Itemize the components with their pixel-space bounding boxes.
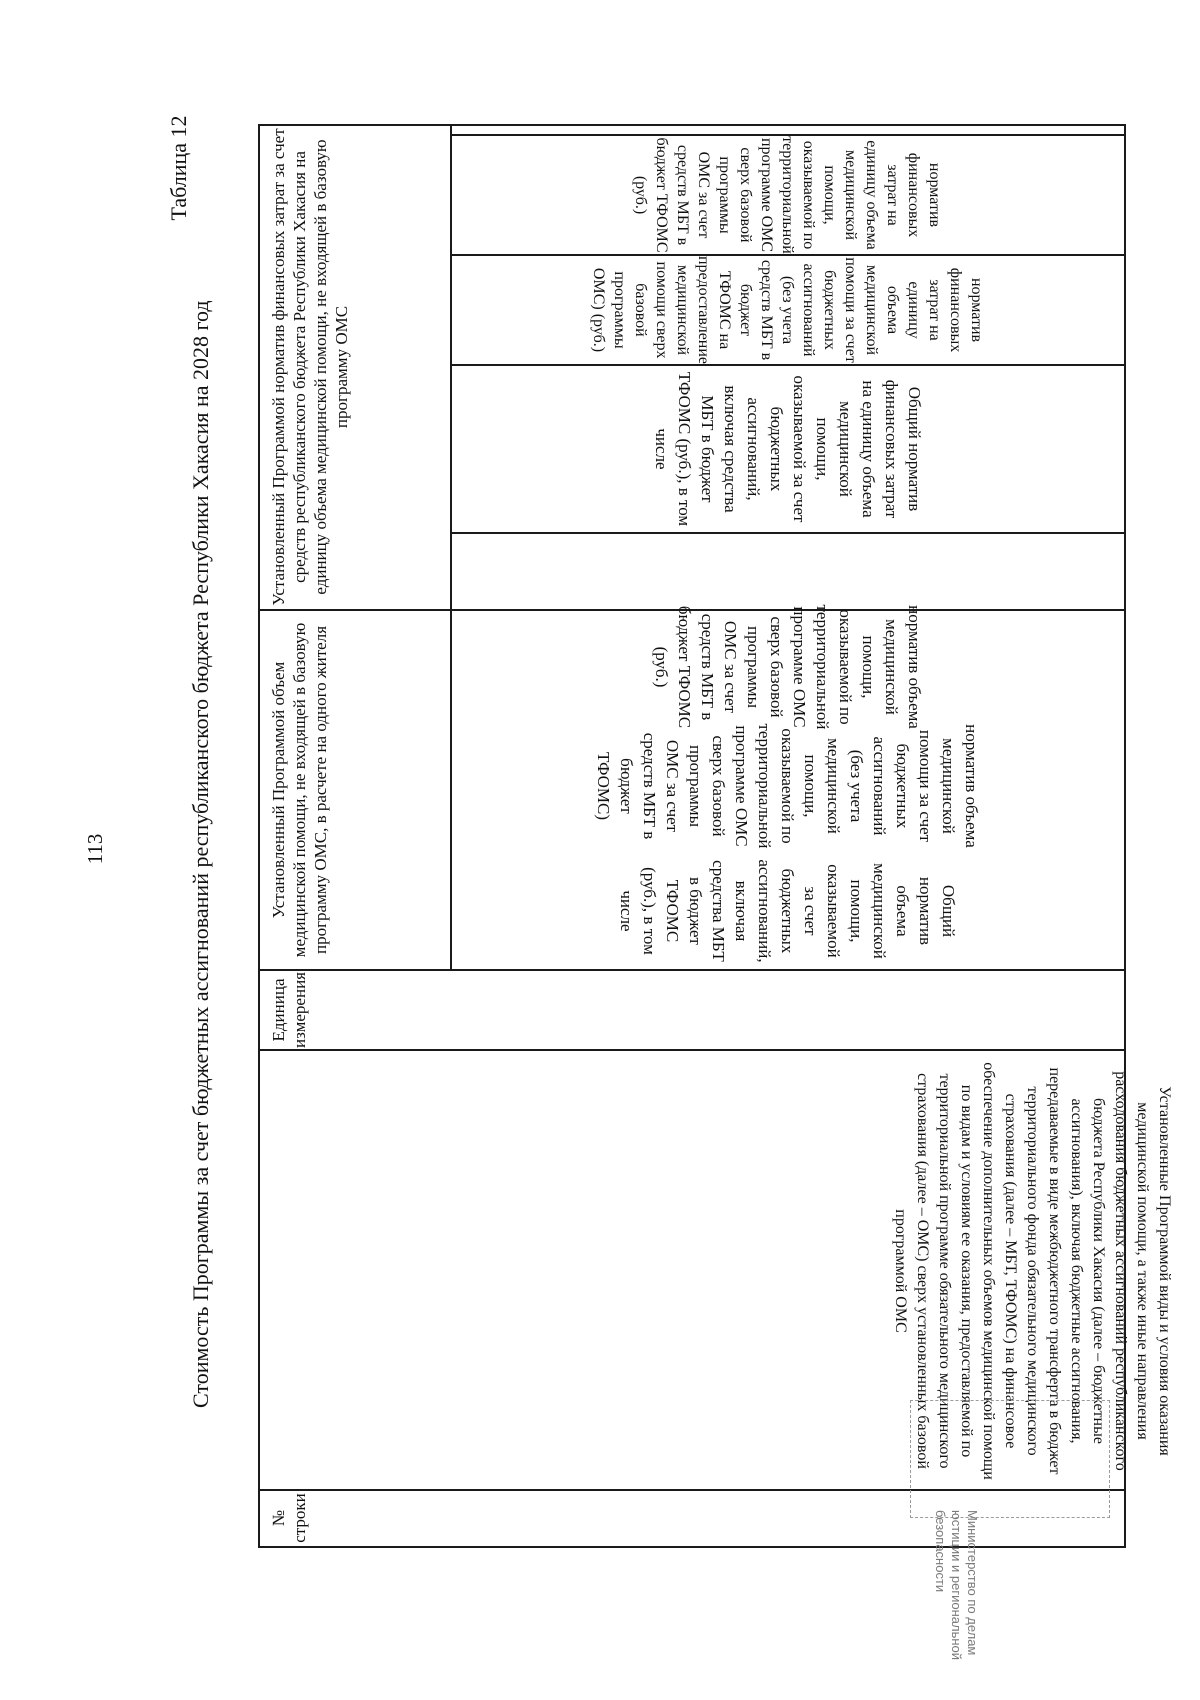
table-caption: Стоимость Программы за счет бюджетных ассигнований республиканского бюджета Республики Хакасия на 2028 год xyxy=(188,300,213,1408)
header-unit: Единица измерения xyxy=(269,972,309,1048)
subheader-volume-no-mbt: норматив объема медицинской помощи за счет бюджетных ассигнований (без учета медицинской помощи, оказываемой по территориальной программе ОМС сверх базовой программы ОМС за счет средств МБТ в бюджет ТФОМС) xyxy=(594,723,982,849)
cost-table xyxy=(258,124,1173,1548)
subheader-finance-no-mbt: норматив финансовых затрат на единицу объема медицинской помощи за счет бюджетных ассигнований (без учета средств МБТ в бюджет ТФОМС на предоставление медицинской помощи сверх базовой программы ОМС) (руб.) xyxy=(590,255,986,365)
header-volume-group: Установленный Программой объем медицинской помощи, не входящей в базовую программу ОМС, в расчете на одного жителя xyxy=(269,622,330,958)
subheader-finance-mbt: норматив финансовых затрат на единицу объема медицинской помощи, оказываемой по территориальной программе ОМС сверх базовой программы ОМС за счет средств МБТ в бюджет ТФОМС (руб.) xyxy=(632,136,944,254)
subheader-volume-mbt: норматив объема медицинской помощи, оказываемой по территориальной программе ОМС сверх базовой программы ОМС за счет средств МБТ в бюджет ТФОМС (руб.) xyxy=(652,604,924,730)
stamp-frame xyxy=(910,1400,1110,1518)
page-number: 113 xyxy=(83,833,107,865)
col-divider xyxy=(260,969,1124,971)
registration-stamp xyxy=(910,1400,1110,1661)
col-divider xyxy=(450,364,1124,366)
col-divider xyxy=(260,1049,1124,1051)
subheader-finance-total: Общий норматив финансовых затрат на единицу объема медицинской помощи, оказываемой за счет бюджетных ассигнований, включая средства МБТ в бюджет ТФОМС (руб.), в том числе xyxy=(652,371,924,527)
header-finance-group: Установленный Программой норматив финансовых затрат за счет средств республиканского бюджета Республики Хакасия на единицу объема медицинской помощи, не входящей в базовую программу ОМС xyxy=(269,128,351,606)
col-divider xyxy=(450,532,1124,534)
row-divider xyxy=(450,126,452,971)
table-label: Таблица 12 xyxy=(166,115,191,221)
stamp-text: Министерство по делам юстиции и региональной безопасности xyxy=(933,1510,980,1661)
subheader-volume-total: Общий норматив объема медицинской помощи, оказываемой за счет бюджетных ассигнований, включая средства МБТ в бюджет ТФОМС (руб.), в том числе xyxy=(617,859,959,963)
header-types-of-care: Установленные Программой виды и условия оказания медицинской помощи, а также иные направления расходования бюджетных ассигнований республиканского бюджета Республики Хакасия (далее – бюджетные ассигнования), включая бюджетные ассигнования, передаваемые в виде межбюджетного трансферта в бюджет территориального фонда обязательного медицинского страхования (далее – МБТ, ТФОМС) на финансовое обеспечение дополнительных объемов медицинской помощи по видам и условиям ее оказания, предоставляемой по территориальной программе обязательного медицинского страхования (далее – ОМС) сверх установленных базовой программой ОМС xyxy=(892,1062,1173,1480)
header-row-number: № строки xyxy=(269,1493,309,1543)
